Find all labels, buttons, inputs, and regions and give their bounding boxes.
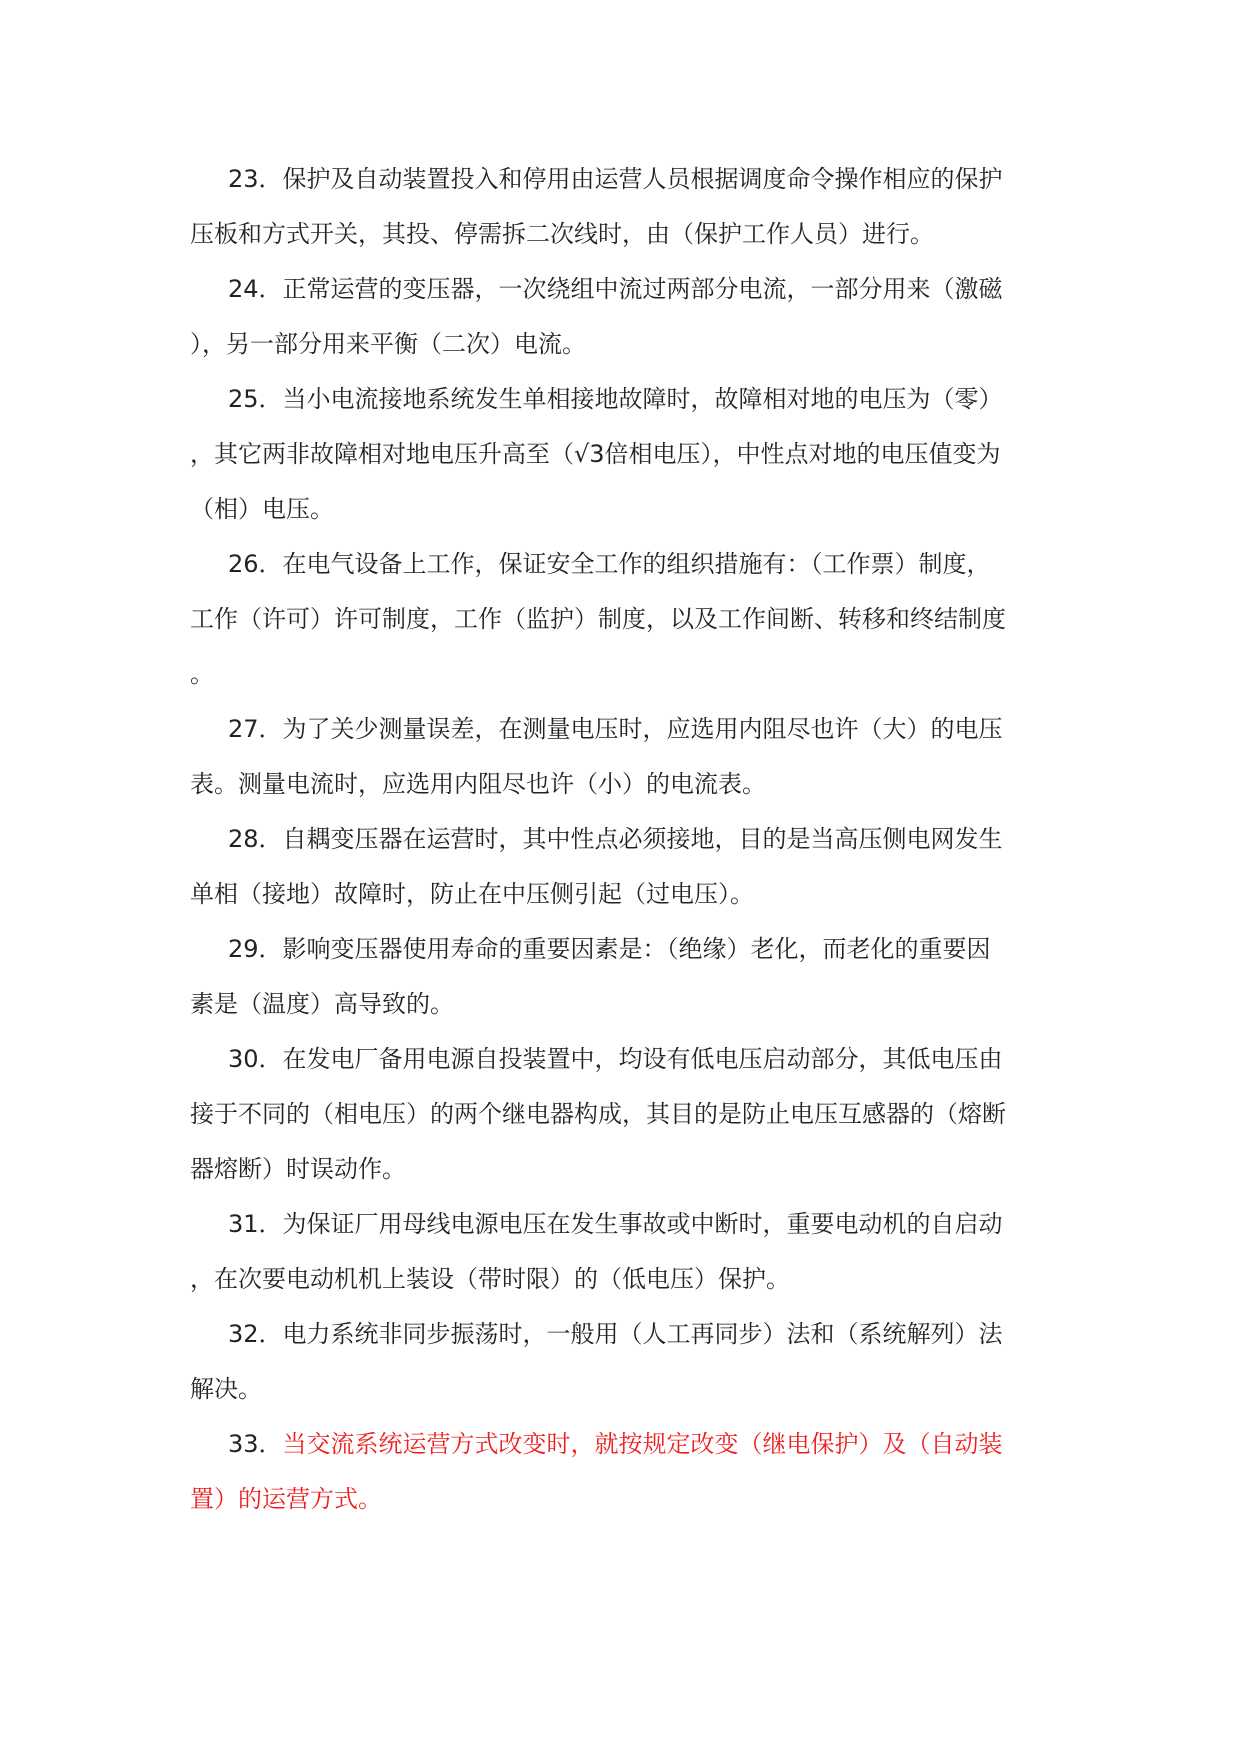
item-text: 单相（接地）故障时，防止在中压侧引起（过电压）。 — [190, 880, 754, 908]
item-text: 为保证厂用母线电源电压在发生事故或中断时，重要电动机的自启动 — [282, 1210, 1003, 1238]
item-number: 25． — [228, 385, 283, 413]
item-text: （相）电压。 — [190, 495, 334, 523]
item-number: 24． — [228, 275, 283, 303]
item-text: 影响变压器使用寿命的重要因素是：（绝缘）老化，而老化的重要因 — [282, 935, 991, 963]
list-item-31 — [190, 1197, 1040, 1307]
item-text: 器熔断）时误动作。 — [190, 1155, 406, 1183]
list-item-27 — [190, 702, 1040, 812]
highlighted-text: 当交流系统运营方式改变时，就按规定改变（继电保护）及（自动装 — [282, 1430, 1003, 1458]
list-item-30 — [190, 1032, 1040, 1197]
item-text: 。 — [190, 660, 214, 688]
list-item-29 — [190, 922, 1040, 1032]
item-text: 素是（温度）高导致的。 — [190, 990, 454, 1018]
item-number: 30． — [228, 1045, 283, 1073]
item-number: 26． — [228, 550, 283, 578]
list-item-33 — [190, 1417, 1040, 1527]
item-number: 32． — [228, 1320, 283, 1348]
document-body — [190, 152, 1040, 1527]
item-number: 29． — [228, 935, 283, 963]
item-text: 解决。 — [190, 1375, 262, 1403]
item-text: ，在次要电动机机上装设（带时限）的（低电压）保护。 — [190, 1265, 790, 1293]
item-text: 接于不同的（相电压）的两个继电器构成，其目的是防止电压互感器的（熔断 — [190, 1100, 1006, 1128]
list-item-32 — [190, 1307, 1040, 1417]
list-item-24 — [190, 262, 1040, 372]
item-text: 自耦变压器在运营时，其中性点必须接地，目的是当高压侧电网发生 — [282, 825, 1003, 853]
highlighted-text: 置）的运营方式。 — [190, 1485, 382, 1513]
item-text: 表。测量电流时，应选用内阻尽也许（小）的电流表。 — [190, 770, 766, 798]
list-item-28 — [190, 812, 1040, 922]
item-text: 在发电厂备用电源自投装置中，均设有低电压启动部分，其低电压由 — [282, 1045, 1003, 1073]
item-text: ，其它两非故障相对地电压升高至（√3倍相电压），中性点对地的电压值变为 — [190, 440, 1001, 468]
list-item-26 — [190, 537, 1040, 702]
item-text: 电力系统非同步振荡时，一般用（人工再同步）法和（系统解列）法 — [282, 1320, 1003, 1348]
item-text: 正常运营的变压器，一次绕组中流过两部分电流，一部分用来（激磁 — [282, 275, 1003, 303]
list-item-23 — [190, 152, 1040, 262]
item-number: 28． — [228, 825, 283, 853]
item-number: 33． — [228, 1430, 283, 1458]
item-text: 当小电流接地系统发生单相接地故障时，故障相对地的电压为（零） — [282, 385, 1003, 413]
list-item-25 — [190, 372, 1040, 537]
item-number: 23． — [228, 165, 283, 193]
item-text: ），另一部分用来平衡（二次）电流。 — [190, 330, 586, 358]
item-text: 保护及自动装置投入和停用由运营人员根据调度命令操作相应的保护 — [282, 165, 1003, 193]
item-text: 压板和方式开关，其投、停需拆二次线时，由（保护工作人员）进行。 — [190, 220, 934, 248]
item-number: 27． — [228, 715, 283, 743]
item-text: 工作（许可）许可制度，工作（监护）制度，以及工作间断、转移和终结制度 — [190, 605, 1006, 633]
item-text: 在电气设备上工作，保证安全工作的组织措施有：（工作票）制度， — [282, 550, 991, 578]
item-text: 为了关少测量误差，在测量电压时，应选用内阻尽也许（大）的电压 — [282, 715, 1003, 743]
item-number: 31． — [228, 1210, 283, 1238]
